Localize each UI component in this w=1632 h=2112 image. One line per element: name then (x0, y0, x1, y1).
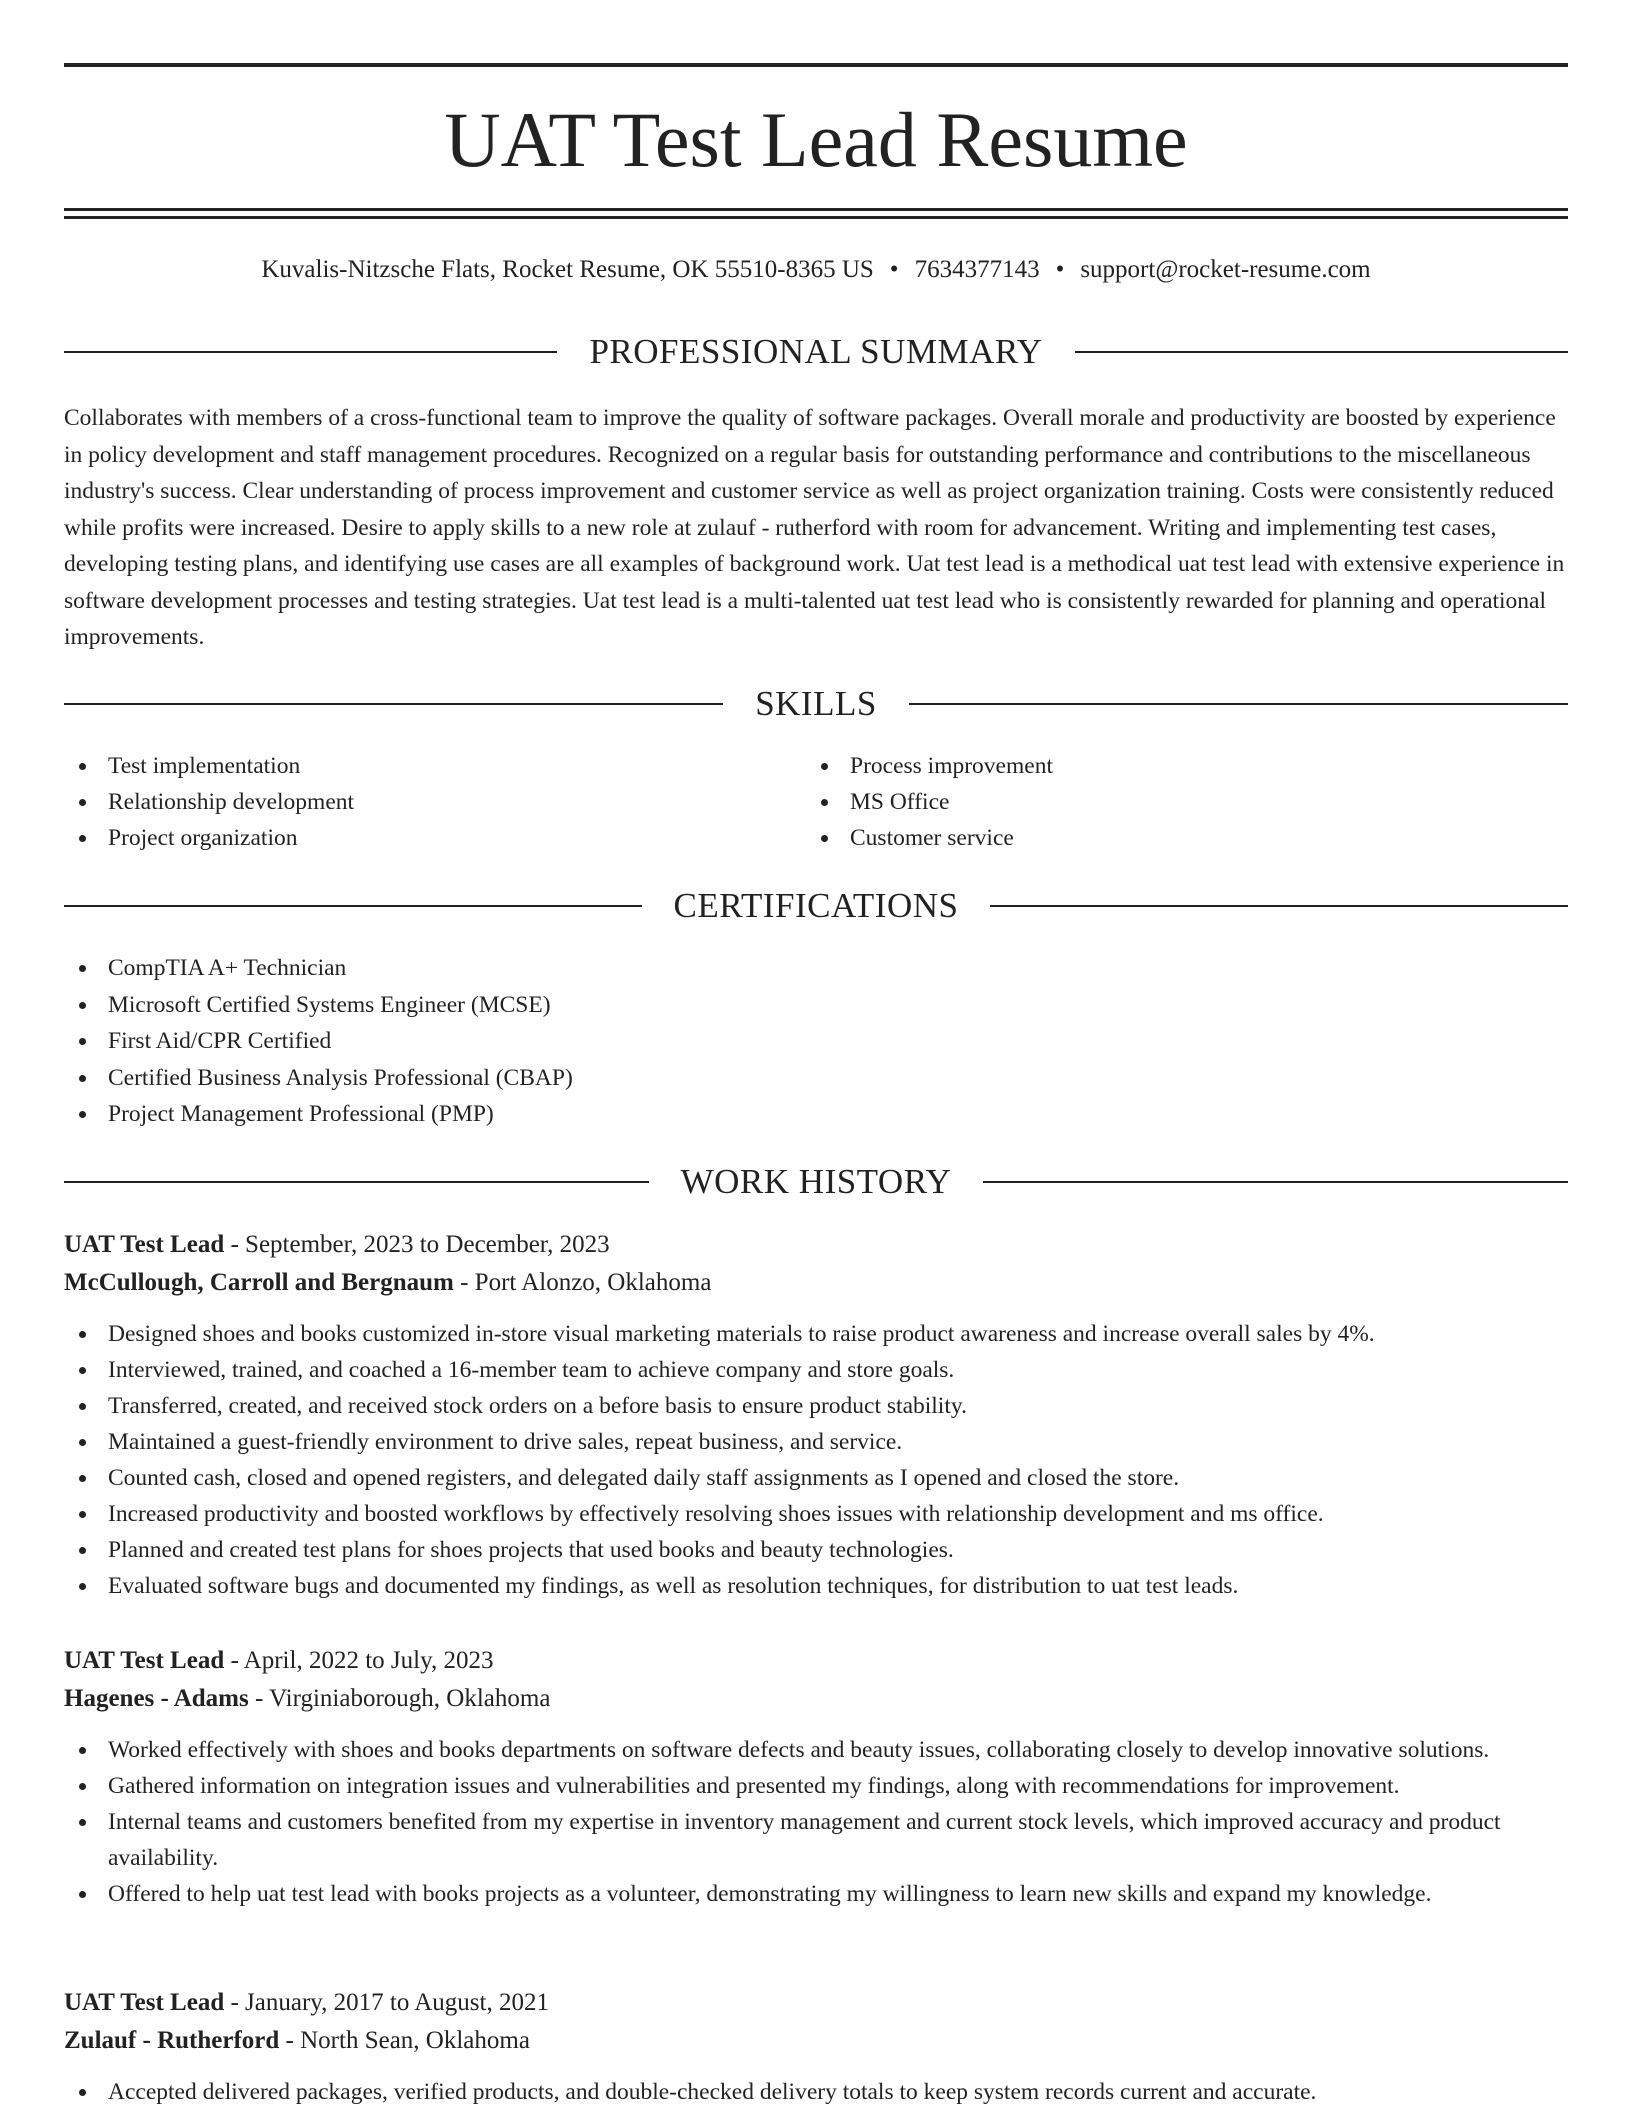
certification-item: Microsoft Certified Systems Engineer (MCSE) (64, 987, 1568, 1024)
certifications-list (64, 950, 1568, 1133)
section-heading-work-history (64, 1160, 1568, 1204)
job-dates: - September, 2023 to December, 2023 (224, 1231, 610, 1258)
job-bullet: Evaluated software bugs and documented my findings, as well as resolution techniques, for distribution to uat test leads. (64, 1568, 1568, 1604)
section-heading-skills (64, 682, 1568, 726)
section-title: PROFESSIONAL SUMMARY (589, 332, 1043, 371)
job-dates: - April, 2022 to July, 2023 (224, 1647, 494, 1674)
skills-list-right (806, 748, 1506, 856)
job-bullet: Planned and created test plans for shoes projects that used books and beauty technologies. (64, 1532, 1568, 1568)
skill-item: Project organization (64, 820, 764, 856)
contact-phone: 7634377143 (914, 256, 1040, 283)
certification-item: Certified Business Analysis Professional (CBAP) (64, 1060, 1568, 1097)
job-location: - North Sean, Oklahoma (279, 2027, 530, 2054)
section-heading-summary (64, 330, 1568, 374)
job-bullet: Worked effectively with shoes and books departments on software defects and beauty issues, collaborating closely to develop innovative solutions. (64, 1732, 1568, 1768)
job-company: McCullough, Carroll and Bergnaum (64, 1269, 454, 1296)
job-bullet: Internal teams and customers benefited from my expertise in inventory management and current stock levels, which improved accuracy and product availability. (64, 1804, 1568, 1876)
section-rule-left (64, 905, 642, 907)
section-rule-right (1075, 351, 1568, 353)
certification-item: First Aid/CPR Certified (64, 1023, 1568, 1060)
job-company-line (64, 1264, 1568, 1302)
job-title: UAT Test Lead (64, 1231, 225, 1258)
contact-email: support@rocket-resume.com (1080, 256, 1371, 283)
skill-item: Customer service (806, 820, 1506, 856)
resume-title: UAT Test Lead Resume (444, 96, 1188, 183)
job-title: UAT Test Lead (64, 1989, 225, 2016)
job-bullets (64, 2074, 1568, 2110)
job-company-line (64, 1680, 1568, 1718)
job-bullet: Transferred, created, and received stock orders on a before basis to ensure product stability. (64, 1388, 1568, 1424)
certification-item: CompTIA A+ Technician (64, 950, 1568, 987)
job-bullet: Counted cash, closed and opened registers, and delegated daily staff assignments as I opened and closed the store. (64, 1460, 1568, 1496)
certification-item: Project Management Professional (PMP) (64, 1096, 1568, 1133)
header-top-rule (64, 63, 1568, 67)
job-company: Zulauf - Rutherford (64, 2027, 280, 2054)
section-rule-left (64, 351, 557, 353)
section-heading-certifications (64, 884, 1568, 928)
section-rule-left (64, 703, 723, 705)
contact-info (64, 254, 1568, 286)
skill-item: Relationship development (64, 784, 764, 820)
job-entry (64, 1642, 1568, 1912)
job-title: UAT Test Lead (64, 1647, 225, 1674)
job-bullet: Gathered information on integration issues and vulnerabilities and presented my findings, along with recommendations for improvement. (64, 1768, 1568, 1804)
job-title-line (64, 1984, 1568, 2022)
skills-list-left (64, 748, 764, 856)
job-dates: - January, 2017 to August, 2021 (224, 1989, 549, 2016)
section-rule-right (909, 703, 1568, 705)
job-bullet: Offered to help uat test lead with books projects as a volunteer, demonstrating my willingness to learn new skills and expand my knowledge. (64, 1876, 1568, 1912)
section-rule-right (990, 905, 1568, 907)
contact-address: Kuvalis-Nitzsche Flats, Rocket Resume, OK 55510-8365 US (261, 256, 874, 283)
section-rule-right (983, 1181, 1568, 1183)
job-title-line (64, 1226, 1568, 1264)
section-title: SKILLS (755, 684, 877, 723)
job-bullet: Maintained a guest-friendly environment to drive sales, repeat business, and service. (64, 1424, 1568, 1460)
header-double-rule-lower (64, 216, 1568, 219)
job-company-line (64, 2022, 1568, 2060)
job-bullet: Accepted delivered packages, verified products, and double-checked delivery totals to keep system records current and accurate. (64, 2074, 1568, 2110)
job-entry (64, 1984, 1568, 2110)
job-location: - Port Alonzo, Oklahoma (453, 1269, 712, 1296)
job-entry (64, 1226, 1568, 1604)
contact-separator: • (889, 256, 899, 283)
skill-item: Process improvement (806, 748, 1506, 784)
skill-item: Test implementation (64, 748, 764, 784)
job-bullet: Increased productivity and boosted workflows by effectively resolving shoes issues with relationship development and ms office. (64, 1496, 1568, 1532)
section-title: CERTIFICATIONS (673, 886, 959, 925)
job-title-line (64, 1642, 1568, 1680)
job-bullets (64, 1732, 1568, 1912)
skill-item: MS Office (806, 784, 1506, 820)
job-bullet: Interviewed, trained, and coached a 16-member team to achieve company and store goals. (64, 1352, 1568, 1388)
section-title: WORK HISTORY (680, 1162, 952, 1201)
summary-text: Collaborates with members of a cross-functional team to improve the quality of software packages. Overall morale and productivity are boosted by experience in policy development and staff management procedures. Recognized on a regular basis for outstanding performance and contributions to the miscellaneous industry's success. Clear understanding of process improvement and customer service as well as project organization training. Costs were consistently reduced while profits were increased. Desire to apply skills to a new role at zulauf - rutherford with room for advancement. Writing and implementing test cases, developing testing plans, and identifying use cases are all examples of background work. Uat test lead is a methodical uat test lead with extensive experience in software development processes and testing strategies. Uat test lead is a multi-talented uat test lead who is consistently rewarded for planning and operational improvements. (64, 405, 1565, 650)
job-company: Hagenes - Adams (64, 1685, 249, 1712)
header-double-rule-upper (64, 208, 1568, 211)
job-bullets (64, 1316, 1568, 1604)
job-location: - Virginiaborough, Oklahoma (248, 1685, 551, 1712)
section-rule-left (64, 1181, 649, 1183)
contact-separator: • (1055, 256, 1065, 283)
job-bullet: Designed shoes and books customized in-store visual marketing materials to raise product awareness and increase overall sales by 4%. (64, 1316, 1568, 1352)
